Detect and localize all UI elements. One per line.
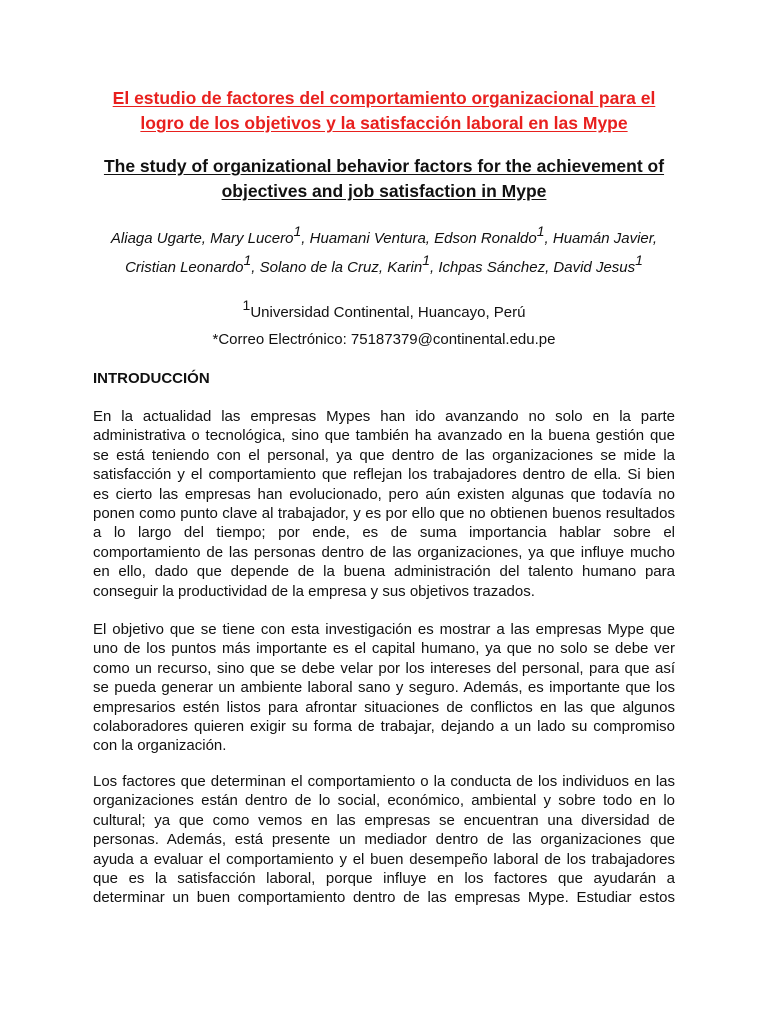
contact-email: *Correo Electrónico: 75187379@continental.edu.pe (212, 331, 556, 348)
english-title-line-2: objectives and job satisfaction in Mype (221, 181, 547, 201)
author-text: Cristian Leonardo (125, 259, 244, 276)
text-line: es cierto las empresas han evolucionado, pero aún existen algunas que todavía no (93, 485, 675, 503)
text-line: conseguir la productividad de la empresa y sus objetivos trazados. (93, 582, 535, 600)
text-line: personas. Además, está presente un mediador dentro de las organizaciones que (93, 831, 675, 849)
text-line: se está teniendo con el personal, ya que dentro de las organizaciones se mide la (93, 446, 675, 464)
spanish-title-line-1: El estudio de factores del comportamiento organizacional para el (112, 88, 656, 108)
text-line: administrativa o tecnológica, sino que también ha avanzado en la buena gestión que (93, 427, 675, 445)
text-line: cultural; ya que como vemos en las empresas se encuentran una diversidad de (93, 811, 675, 829)
affiliation-marker: 1 (536, 223, 545, 239)
text-line: determinar un buen comportamiento dentro de las empresas Mype. Estudiar estos (93, 889, 675, 907)
affiliation-marker: 1 (635, 252, 643, 268)
author-list (60, 224, 708, 282)
text-line: empresarios estén listos para afrontar situaciones de conflictos en las que algunos (93, 698, 675, 716)
text-line: organizaciones están dentro de lo social, económico, ambiental y sobre todo en lo (93, 792, 675, 810)
author-text: Aliaga Ugarte, Mary Lucero (110, 230, 294, 247)
affiliation-marker: 1 (242, 297, 251, 313)
text-line: Los factores que determinan el comportamiento o la conducta de los individuos en las (93, 773, 675, 790)
author-line-1 (60, 224, 708, 253)
author-line-2 (60, 253, 708, 282)
text-line: se pueda generar un ambiente laboral sano y seguro. Además, es importante que los (93, 679, 675, 697)
text-line: satisfacción y el comportamiento que reflejan los trabajadores dentro de ella. Si bien (93, 466, 675, 484)
text-line: comportamiento de las personas dentro de las organizaciones, ya que influye mucho (93, 543, 675, 561)
paragraph-1 (93, 407, 675, 601)
text-line: a lo largo del tiempo; por ende, es de suma importancia hablar sobre el (93, 524, 675, 542)
affiliation-marker: 1 (293, 223, 302, 239)
english-title-line-1: The study of organizational behavior factors for the achievement of (103, 156, 665, 176)
spanish-title (60, 86, 708, 136)
author-text: , Solano de la Cruz, Karin (251, 259, 423, 276)
text-line: El objetivo que se tiene con esta investigación es mostrar a las empresas Mype que (93, 621, 675, 638)
text-line: en ello, dado que depende de la buena administración del talento humano para (93, 563, 675, 581)
author-text: , Ichpas Sánchez, David Jesus (430, 259, 636, 276)
affiliation-marker: 1 (422, 252, 431, 268)
text-line: uno de los puntos más importante es el capital humano, ya que no solo se debe ver (93, 640, 675, 658)
section-heading: INTRODUCCIÓN (93, 370, 210, 387)
text-line: ayuda a evaluar el comportamiento y el buen desempeño laboral de los trabajadores (93, 850, 675, 868)
author-text: , Huamán Javier, (544, 230, 658, 247)
paragraph-3 (93, 772, 675, 908)
text-line: con la organización. (93, 737, 227, 755)
affiliation-text: Universidad Continental, Huancayo, Perú (250, 304, 526, 321)
text-line: colaboradores quieren exigir su forma de trabajar, dejando a un lado su compromiso (93, 718, 675, 736)
text-line: como un recurso, sino que se debe velar por los intereses del personal, para que así (93, 659, 675, 677)
text-line: ponen como punto clave al trabajador, y es por ello que no obtienen buenos resultados (93, 505, 675, 523)
author-text: , Huamani Ventura, Edson Ronaldo (301, 230, 537, 247)
text-line: En la actualidad las empresas Mypes han ido avanzando no solo en la parte (93, 408, 675, 425)
text-line: que es la satisfacción laboral, porque influye en los factores que ayudarán a (93, 870, 675, 888)
spanish-title-line-2: logro de los objetivos y la satisfacción laboral en las Mype (140, 113, 628, 133)
paragraph-2 (93, 620, 675, 756)
affiliation (60, 297, 708, 326)
affiliation-marker: 1 (243, 252, 252, 268)
english-title (60, 154, 708, 204)
